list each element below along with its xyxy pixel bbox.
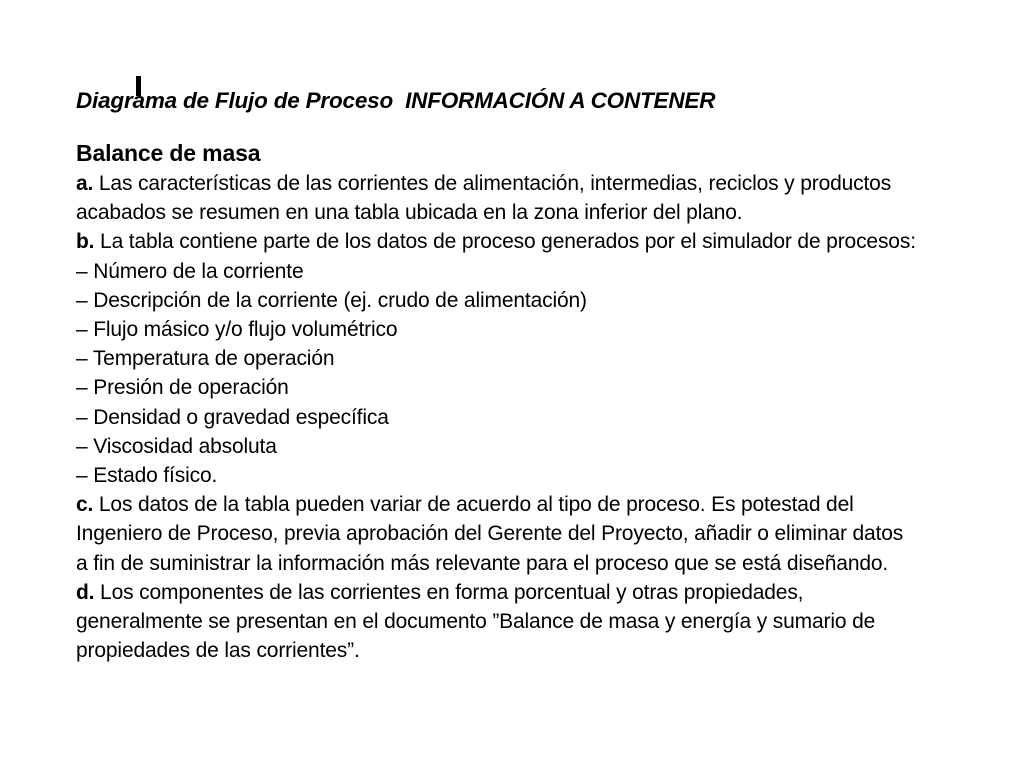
item-c-line-2: Ingeniero de Proceso, previa aprobación del Gerente del Proyecto, añadir o eliminar datos xyxy=(76,522,904,546)
item-d-label: d. xyxy=(76,580,95,604)
item-c-label: c. xyxy=(76,493,94,517)
item-c-line-3: a fin de suministrar la información más relevante para el proceso que se está diseñando. xyxy=(76,551,889,575)
item-c-text-1: Los datos de la tabla pueden variar de acuerdo al tipo de proceso. Es potestad del xyxy=(93,493,854,517)
section-heading: Balance de masa xyxy=(76,140,261,166)
document-title: Diagrama de Flujo de Proceso INFORMACIÓN A CONTENER xyxy=(76,88,716,113)
item-c-line-1 xyxy=(76,490,996,519)
item-b-label: b. xyxy=(76,230,95,254)
item-d-text-1: Los componentes de las corrientes en forma porcentual y otras propiedades, xyxy=(94,580,804,604)
item-a-line-1 xyxy=(76,169,996,198)
list-item: – Descripción de la corriente (ej. crudo de alimentación) xyxy=(76,288,587,312)
list-item: – Temperatura de operación xyxy=(76,347,335,371)
item-a-line-2: acabados se resumen en una tabla ubicada en la zona inferior del plano. xyxy=(76,201,743,225)
list-item: – Densidad o gravedad específica xyxy=(76,405,389,429)
item-d-line-2: generalmente se presentan en el documento ”Balance de masa y energía y sumario de xyxy=(76,610,876,634)
item-b-text-1: La tabla contiene parte de los datos de proceso generados por el simulador de procesos: xyxy=(94,230,916,254)
list-item: – Número de la corriente xyxy=(76,259,304,283)
list-item: – Presión de operación xyxy=(76,376,289,400)
item-a-text-1: Las características de las corrientes de alimentación, intermedias, reciclos y productos xyxy=(93,172,892,195)
item-d-line-3: propiedades de las corrientes”. xyxy=(76,639,360,663)
list-item: – Viscosidad absoluta xyxy=(76,434,277,458)
list-item: – Flujo másico y/o flujo volumétrico xyxy=(76,318,398,342)
item-a-label: a. xyxy=(76,172,94,195)
item-b-line-1 xyxy=(76,227,996,256)
list-item: – Estado físico. xyxy=(76,464,218,488)
document-body xyxy=(76,138,996,665)
item-d-line-1 xyxy=(76,578,996,607)
